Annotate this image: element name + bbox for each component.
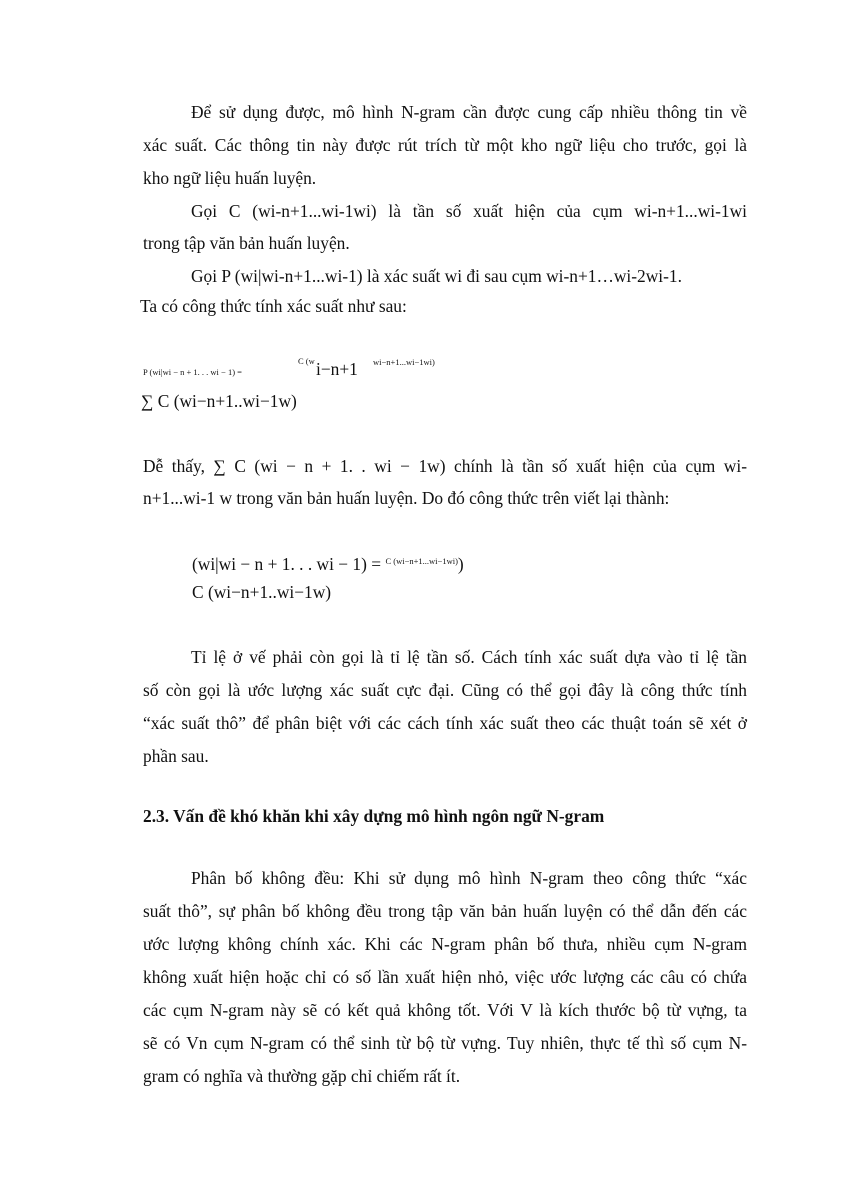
formula-1-denominator: ∑ C (wi−n+1..wi−1w) — [141, 391, 297, 411]
section-heading: 2.3. Vấn đề khó khăn khi xây dựng mô hình ngôn ngữ N-gram — [143, 806, 605, 826]
paragraph-6-line-6: sẽ có Vn cụm N-gram có thể sinh từ bộ từ vựng. Tuy nhiên, thực tế thì số cụm N- — [143, 1033, 747, 1053]
paragraph-4-line-1: Dễ thấy, ∑ C (wi − n + 1. . wi − 1w) chính là tần số xuất hiện của cụm wi- — [143, 456, 747, 476]
paragraph-6-line-2: suất thô”, sự phân bố không đều trong tập văn bản huấn luyện có thể dẫn đến các — [143, 901, 747, 921]
formula-2-denominator: C (wi−n+1..wi−1w) — [192, 582, 332, 602]
paragraph-6-line-7: gram có nghĩa và thường gặp chỉ chiếm rất ít. — [143, 1066, 461, 1086]
paragraph-1-line-1: Để sử dụng được, mô hình N-gram cần được cung cấp nhiều thông tin về — [191, 102, 747, 122]
paragraph-5-line-2: số còn gọi là ước lượng xác suất cực đại. Cũng có thể gọi đây là công thức tính — [143, 680, 747, 700]
formula-1-numerator-tail: wi−n+1...wi−1wi) — [373, 357, 435, 367]
paragraph-1-line-3: kho ngữ liệu huấn luyện. — [143, 168, 317, 188]
formula-1-numerator-prefix: C (w — [298, 356, 315, 366]
paragraph-1-line-2: xác suất. Các thông tin này được rút trích từ một kho ngữ liệu cho trước, gọi là — [143, 135, 747, 155]
paragraph-2-line-2: trong tập văn bản huấn luyện. — [143, 233, 350, 253]
paragraph-6-line-5: các cụm N-gram này sẽ có kết quả không tốt. Với V là kích thước bộ từ vựng, ta — [143, 1000, 747, 1020]
formula-2-equation — [192, 549, 464, 576]
paragraph-5-line-3: “xác suất thô” để phân biệt với các cách tính xác suất theo các thuật toán sẽ xét ở — [143, 713, 747, 733]
formula-2-lhs: (wi|wi − n + 1. . . wi − 1) = — [192, 554, 382, 574]
paragraph-3-line-2: Ta có công thức tính xác suất như sau: — [140, 296, 407, 316]
paragraph-5-line-4: phần sau. — [143, 746, 209, 766]
formula-2-numerator: C (wi−n+1...wi−1wi) — [385, 556, 458, 566]
formula-1-numerator-main: i−n+1 — [316, 359, 358, 379]
paragraph-6-line-4: không xuất hiện hoặc chỉ có số lần xuất hiện nhỏ, việc ước lượng các câu có chứa — [143, 967, 747, 987]
paragraph-2-line-1: Gọi C (wi-n+1...wi-1wi) là tần số xuất hiện của cụm wi-n+1...wi-1wi — [191, 201, 747, 221]
paragraph-3-line-1: Gọi P (wi|wi-n+1...wi-1) là xác suất wi đi sau cụm wi-n+1…wi-2wi-1. — [191, 266, 682, 286]
paragraph-6-line-1: Phân bố không đều: Khi sử dụng mô hình N-gram theo công thức “xác — [191, 868, 747, 888]
formula-2-close-paren: ) — [457, 554, 464, 574]
paragraph-4-line-2: n+1...wi-1 w trong văn bản huấn luyện. Do đó công thức trên viết lại thành: — [143, 488, 670, 508]
paragraph-6-line-3: ước lượng không chính xác. Khi các N-gram phân bố thưa, nhiều cụm N-gram — [143, 934, 747, 954]
paragraph-5-line-1: Tỉ lệ ở vế phải còn gọi là tỉ lệ tần số. Cách tính xác suất dựa vào tỉ lệ tần — [191, 647, 747, 667]
formula-1-lhs: P (wi|wi − n + 1. . . wi − 1) = — [143, 367, 242, 377]
